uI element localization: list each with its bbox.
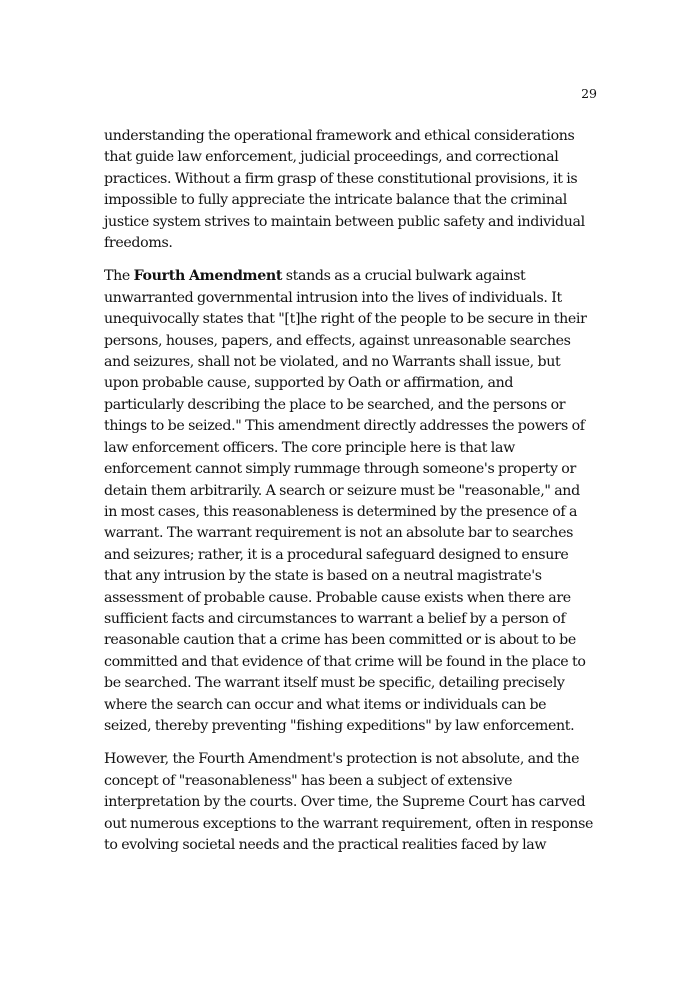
fourth-amendment-term: Fourth Amendment <box>133 268 283 285</box>
paragraph-2 <box>104 266 596 737</box>
paragraph-2-prefix: The <box>104 268 134 285</box>
page-number: 29 <box>581 86 597 101</box>
paragraph-3: However, the Fourth Amendment's protection is not absolute, and the concept of "reasonableness" has been a subject of extensive interpretation by the courts. Over time, the Supreme Court has carved out numerous exceptions to the warrant requirement, often in response to evolving societal needs and the practical realities faced by law <box>104 751 594 853</box>
paragraph-1: understanding the operational framework and ethical considerations that guide law enforcement, judicial proceedings, and correctional practices. Without a firm grasp of these constitutional provisions, it is impossible to fully appreciate the intricate balance that the criminal justice system strives to maintain between public safety and individual freedoms. <box>104 128 585 252</box>
paragraph-2-text: stands as a crucial bulwark against unwarranted governmental intrusion into the lives of individuals. It unequivocally states that "[t]he right of the people to be secure in their persons, houses, papers, and effects, against unreasonable searches and seizures, shall not be violated, and no Warrants shall issue, but upon probable cause, supported by Oath or affirmation, and particularly describing the place to be searched, and the persons or things to be seized." This amendment directly addresses the powers of law enforcement officers. The core principle here is that law enforcement cannot simply rummage through someone's property or detain them arbitrarily. A search or seizure must be "reasonable," and in most cases, this reasonableness is determined by the presence of a warrant. The warrant requirement is not an absolute bar to searches and seizures; rather, it is a procedural safeguard designed to ensure that any intrusion by the state is based on a neutral magistrate's assessment of probable cause. Probable cause exists when there are sufficient facts and circumstances to warrant a belief by a person of reasonable caution that a crime has been committed or is about to be committed and that evidence of that crime will be found in the place to be searched. The warrant itself must be specific, detailing precisely where the search can occur and what items or individuals can be seized, thereby preventing "fishing expeditions" by law enforcement. <box>104 268 587 734</box>
body-text <box>104 126 596 868</box>
